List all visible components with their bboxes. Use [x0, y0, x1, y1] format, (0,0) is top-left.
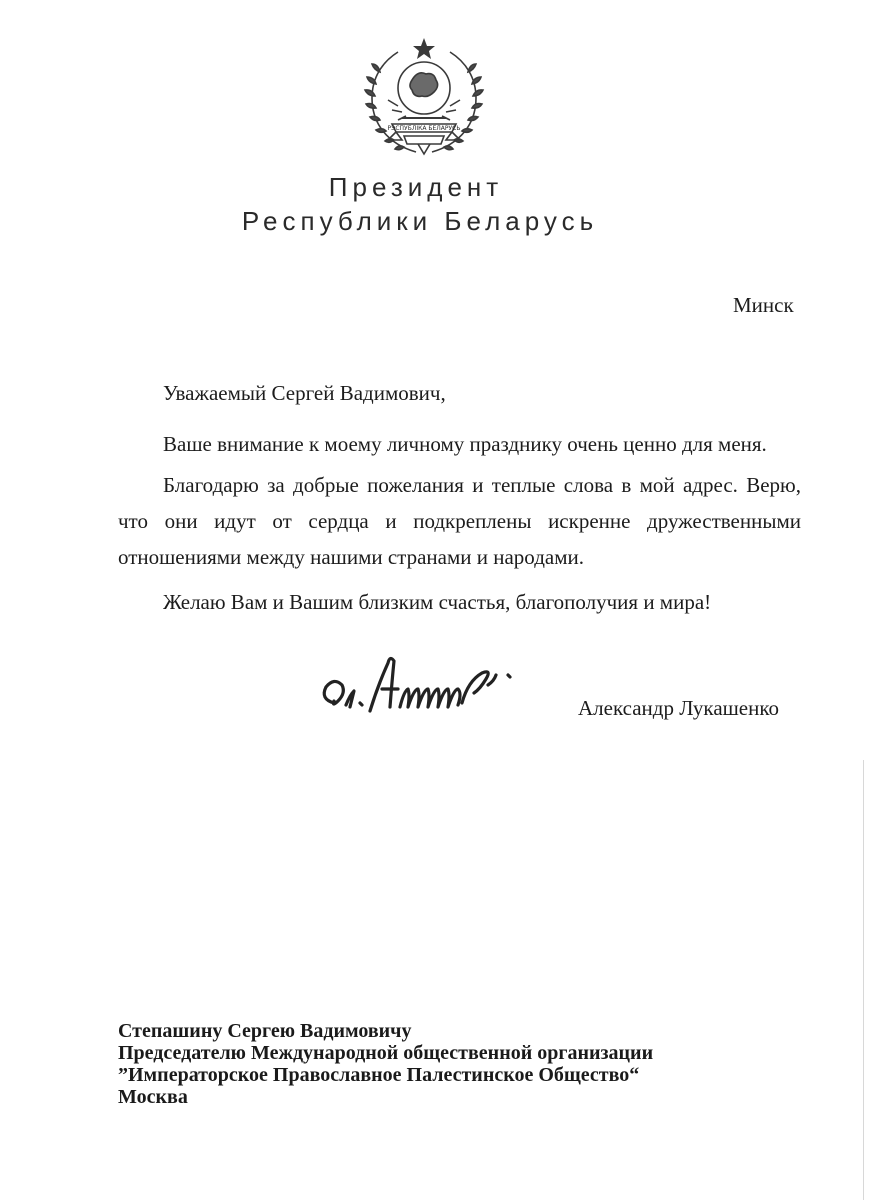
- paragraph-1: Ваше внимание к моему личному празднику очень ценно для меня.: [163, 432, 767, 456]
- letterhead-title-line2: Республики Беларусь: [241, 206, 599, 236]
- scan-edge-line: [863, 760, 864, 1200]
- handwritten-signature: [312, 645, 538, 725]
- paragraph-3: Желаю Вам и Вашим близким счастья, благополучия и мира!: [163, 590, 712, 614]
- signer-name: Александр Лукашенко: [578, 696, 780, 720]
- addressee-organization: ”Императорское Православное Палестинское Общество“: [118, 1064, 640, 1086]
- addressee-position: Председателю Международной общественной организации: [118, 1042, 654, 1064]
- emblem-ribbon-text: РЭСПУБЛІКА БЕЛАРУСЬ: [387, 125, 461, 132]
- city-label: Минск: [733, 293, 794, 317]
- addressee-city: Москва: [118, 1086, 188, 1108]
- state-emblem-icon: [358, 32, 490, 164]
- addressee-name: Степашину Сергею Вадимовичу: [118, 1020, 412, 1042]
- paragraph-2: Благодарю за добрые пожелания и теплые слова в мой адрес. Верю, что они идут от сердца и подкреплены искренне дружественными отношениями между нашими странами и народами.: [118, 473, 801, 569]
- letterhead-title-line1: Президент: [328, 172, 504, 202]
- addressee-block: [118, 1020, 653, 1108]
- salutation: Уважаемый Сергей Вадимович,: [163, 381, 446, 405]
